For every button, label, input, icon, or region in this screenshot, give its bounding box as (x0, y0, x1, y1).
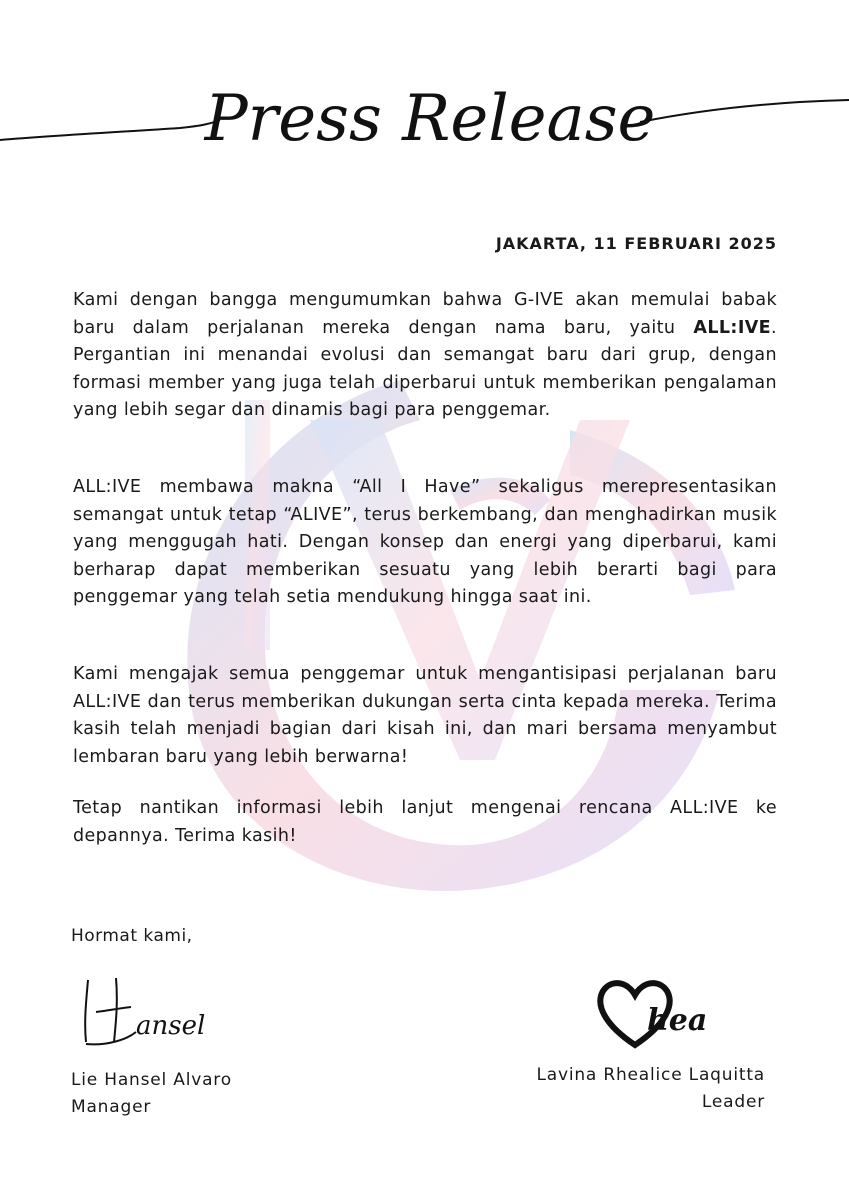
manager-signoff (71, 1067, 232, 1121)
press-release-title-graphic (0, 40, 849, 180)
leader-name: Lavina Rhealice Laquitta (536, 1065, 765, 1085)
paragraph-1-text-end: . Pergantian ini menandai evolusi dan semangat baru dari grup, dengan formasi member yang juga telah diperbarui untuk memberikan pengalaman yang lebih segar dan dinamis bagi para penggemar. (73, 317, 777, 420)
paragraph-3: Kami mengajak semua penggemar untuk mengantisipasi perjalanan baru ALL:IVE dan terus memberikan dukungan serta cinta kepada mereka. Terima kasih telah menjadi bagian dari kisah ini, dan mari bersama menyambut lembaran baru yang lebih berwarna! (73, 664, 777, 767)
paragraph-2: ALL:IVE membawa makna “All I Have” sekaligus merepresentasikan semangat untuk tetap “ALIVE”, terus berkembang, dan menghadirkan musik yang menggugah hati. Dengan konsep dan energi yang diperbarui, kami berharap dapat memberikan sesuatu yang lebih berarti bagi para penggemar yang telah setia mendukung hingga saat ini. (73, 477, 777, 607)
leader-role: Leader (701, 1092, 765, 1112)
svg-text:ansel: ansel (136, 1011, 206, 1041)
dateline: JAKARTA, 11 FEBRUARI 2025 (495, 234, 777, 253)
new-group-name: ALL:IVE (693, 317, 772, 338)
manager-signature (76, 972, 226, 1052)
paragraph-1 (73, 287, 777, 425)
closing-salutation: Hormat kami, (71, 926, 193, 946)
leader-signature (595, 975, 725, 1055)
svg-text:hea: hea (647, 1003, 708, 1038)
paragraph-1-text-start: Kami dengan bangga mengumumkan bahwa G-IVE akan memulai babak baru dalam perjalanan mereka dengan nama baru, yaitu (73, 290, 777, 338)
page-title: Press Release (204, 82, 656, 156)
manager-name: Lie Hansel Alvaro (71, 1070, 232, 1090)
manager-role: Manager (71, 1097, 152, 1117)
paragraph-4: Tetap nantikan informasi lebih lanjut mengenai rencana ALL:IVE ke depannya. Terima kasih! (73, 798, 777, 846)
leader-signoff (536, 1062, 765, 1116)
